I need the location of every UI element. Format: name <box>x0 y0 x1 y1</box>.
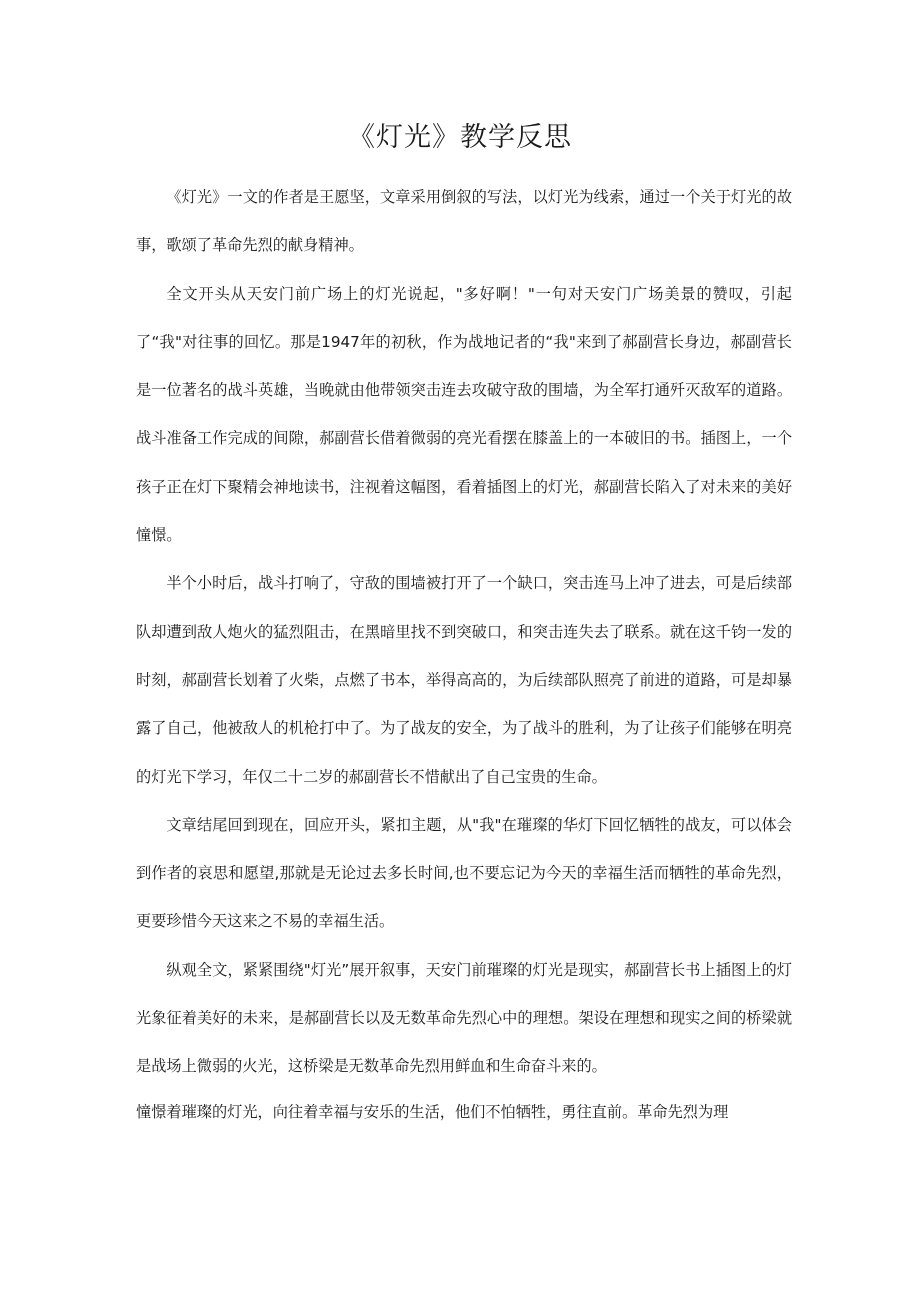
paragraph-overview: 纵观全文，紧紧围绕"灯光”展开叙事，天安门前璀璨的灯光是现实，郝副营长书上插图上的灯光象征着美好的未来，是郝副营长以及无数革命先烈心中的理想。架设在理想和现实之间的桥梁就是战场上微弱的火光，这桥梁是无数革命先烈用鲜血和生命奋斗来的。 <box>136 960 792 1076</box>
paragraph-ending: 文章结尾回到现在，回应开头，紧扣主题，从"我"在璀璨的华灯下回忆牺牲的战友，可以体会到作者的哀思和愿望,那就是无论过去多长时间,也不要忘记为今天的幸福生活而牺牲的革命先烈，更要珍惜今天这来之不易的幸福生活。 <box>136 815 792 931</box>
trailing-line: 憧憬着璀璨的灯光，向往着幸福与安乐的生活，他们不怕牺牲，勇往直前。革命先烈为理 <box>136 1103 729 1121</box>
paragraph-battle: 半个小时后，战斗打响了，守敌的围墙被打开了一个缺口，突击连马上冲了进去，可是后续部队却遭到敌人炮火的猛烈阻击，在黑暗里找不到突破口，和突击连失去了联系。就在这千钧一发的时刻，郝副营长划着了火柴，点燃了书本，举得高高的，为后续部队照亮了前进的道路，可是却暴露了自己，他被敌人的机枪打中了。为了战友的安全，为了战斗的胜利，为了让孩子们能够在明亮的灯光下学习，年仅二十二岁的郝副营长不惜献出了自己宝贵的生命。 <box>136 574 792 786</box>
document-body <box>136 173 792 1091</box>
paragraph-intro: 《灯光》一文的作者是王愿坚，文章采用倒叙的写法，以灯光为线索，通过一个关于灯光的故事，歌颂了革命先烈的献身精神。 <box>136 188 792 255</box>
paragraph-opening: 全文开头从天安门前广场上的灯光说起，"多好啊！"一句对天安门广场美景的赞叹，引起了“我"对往事的回忆。那是1947年的初秋，作为战地记者的“我"来到了郝副营长身边，郝副营长是一位著名的战斗英雄，当晚就由他带领突击连去攻破守敌的围墙，为全军打通歼灭敌军的道路。战斗准备工作完成的间隙，郝副营长借着微弱的亮光看摆在膝盖上的一本破旧的书。插图上，一个孩子正在灯下聚精会神地读书，注视着这幅图，看着插图上的灯光，郝副营长陷入了对未来的美好憧憬。 <box>136 284 792 545</box>
document-title: 《灯光》教学反思 <box>348 122 572 153</box>
